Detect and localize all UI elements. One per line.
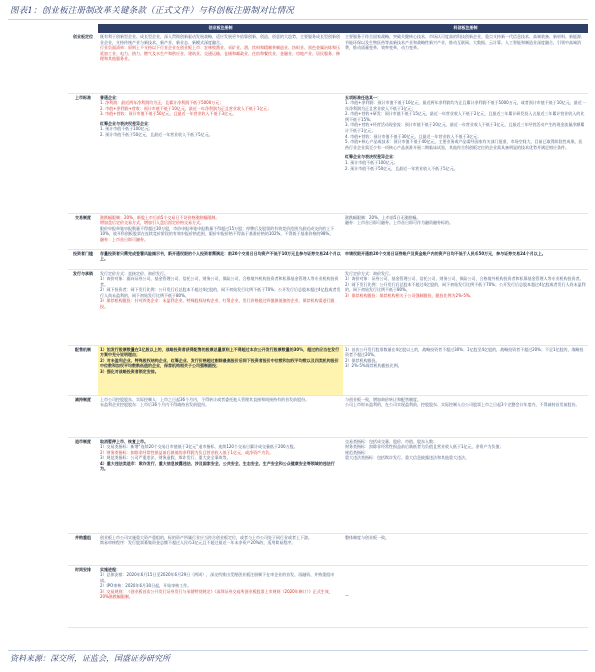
cell-text: 未盈利企业控股股东：上市后36个月内不得减持首发前股份。 — [100, 402, 210, 408]
cell-text: 涨跌幅限制：20%，新股上市后前5个交易日不设价格涨跌幅限制。 — [100, 214, 220, 220]
cell-text: 1. 预计市值不低于100亿元； — [345, 160, 398, 166]
chinext-cell — [98, 437, 343, 533]
cell-text: 1）询价对象：证券公司、基金管理公司、信托公司、财务公司、保险公司、合格境外机构投资者和私募基金管理人等专业机构投资者。 — [345, 276, 584, 282]
cell-text: 整体制度与创业板一致。 — [345, 534, 389, 540]
chinext-cell — [98, 249, 343, 269]
table-row — [68, 93, 588, 213]
cell-text: 2）网下发行比例：公开发行后总股本不超过4亿股的，网下初始发行比例不低于70%；公开发行后总股本超过4亿股或者发行人尚未盈利的，网下初始发行比例不低于80%。 — [345, 281, 586, 293]
source-divider — [8, 650, 588, 651]
cell-text: 规范类指标： — [345, 449, 369, 455]
table-row — [68, 345, 588, 395]
cell-text: 五项标准任选其一： — [345, 94, 381, 100]
chinext-cell — [98, 565, 343, 627]
cell-text: 增加盘后定价交易方式，增加引入盘后固定价格交易方式。 — [100, 220, 204, 226]
cell-text: 1）询价对象：面向证券公司、基金管理公司、信托公司、财务公司、保险公司、合格境外机构投资者和私募基金管理人等专业机构投资者。 — [100, 276, 339, 287]
row-label: 退市制度 — [68, 437, 98, 533]
table-row — [68, 213, 588, 249]
cell-text: 创业板上市公司实施重大资产重组的，标的资产所属行业应当符合创业板定位，或者与上市公司处于同行业或者上下游。 — [100, 534, 312, 540]
cell-text: 公司上市时未盈利的，在公司实现盈利前，控股股东、实际控制人自公司股票上市之日起3个完整会计年度内，不得减持首发前股份。 — [345, 402, 580, 408]
cell-text: 3. 市值+营收：预计市值不低于50亿元，且最近一年营业收入不低于3亿元。 — [100, 111, 237, 117]
cell-text: 交易类指标：包括成交量、股价、市值、股东人数； — [345, 438, 437, 444]
column-header-star: 科创板注册制 — [343, 24, 588, 33]
title-divider — [8, 19, 588, 20]
row-label: 上市标准 — [68, 93, 98, 213]
row-label: 交易制度 — [68, 213, 98, 249]
star-cell — [343, 533, 588, 565]
cell-text: 融券：上市首日即可融券。 — [100, 236, 148, 242]
cell-text: 3）保荐机构跟投：保荐机构相关子公司强制跟投，跟投比例为2%-5%。 — [345, 292, 474, 298]
row-label: 配售机制 — [68, 345, 98, 395]
header-corner — [68, 24, 98, 33]
star-cell — [343, 93, 588, 213]
cell-text: 1. 预计市值不低于100亿元； — [100, 126, 153, 132]
cell-text: 主要服务于符合国家战略、突破关键核心技术、市场认可度高的科技创新企业，重点支持新一代信息技术、高端装备、新材料、新能源、节能环保以及生物医药等高新技术产业和战略性新兴产业，推动互联网、大数据、云计算、人工智能和制造业深度融合，引领中高端消费，推动质量变革、效率变革、动力变革。 — [345, 34, 585, 51]
chinext-cell — [98, 269, 343, 345]
star-cell — [343, 249, 588, 269]
cell-text: 4. 市值+营收：预计市值不低于30亿元，且最近一年营业收入不低于3亿元； — [345, 133, 482, 139]
cell-text: 3）保荐机构跟投：针对四类企业：未盈利企业、特殊股权结构企业、红筹企业、发行价格超过四值孰低值的企业，保荐机构需进行跟投。 — [100, 298, 335, 310]
cell-text: 取消暂停上市、恢复上市。 — [100, 438, 148, 444]
cell-text: 1）总体安排：2020年6月15日至2020年6月29日（两周），深交所推出受理创业板注册制下在审企业的首发、再融资、并购重组申请。 — [100, 572, 335, 583]
table-row — [68, 33, 588, 93]
cell-text: 3）交易规则：《创业板首次公开发行证券发行与承销特别规定》《深圳证券交易所创业板股票上市规则（2020年修订）》正式生效，20%涨跌幅限制。 — [100, 588, 333, 600]
cell-text: 发行定价方式：直接定价、询价发行。 — [100, 270, 168, 276]
cell-text: 1）交易类指标：新增“连续20个交易日市值低于3亿元”退市指标，连续120个交易日累计成交量低于200万股。 — [100, 444, 298, 450]
cell-text: 限价申报单笔申报数量不得超过30万股，市价申报单笔申报数量不得超过15万股；停牌后及股票的有效竞价范围为最近成交价的上下10%，放开科创板股票在连续竞价阶段的有效申报价格范围，限价申报价格不得高于基准价格的102%，不得低于基准价格的98%。 — [100, 225, 335, 237]
table-row — [68, 533, 588, 565]
cell-text: 财务类指标：扣除非经常性损益前后孰低者为负值且营业收入低于1亿元，净资产为负值； — [345, 444, 504, 450]
cell-text: 与创业板一致，增加询价转让和配售制度。 — [345, 396, 421, 402]
chinext-cell — [98, 395, 343, 437]
table-row — [68, 249, 588, 269]
cell-text: 重大违法类指标：包括欺诈发行、重大信息披露违法和其他重大违法。 — [345, 455, 469, 461]
table-row — [68, 395, 588, 437]
cell-text: 红筹企业与表决权差异企业： — [345, 154, 397, 160]
cell-text: 1. 净利润：最近两年净利润均为正，且累计净利润不低于5000万元； — [100, 100, 224, 106]
cell-text: 既有利于创新型企业、成长型企业，深入贯彻创新驱动发展战略，适应发展更多依靠创新、创造、创意的大趋势，主要服务成长型创新创业企业，支持传统产业与新技术、新产业、新业态、新模式深度融合。 — [100, 34, 340, 45]
column-header-chinext: 创业板注册制 — [98, 24, 343, 33]
table-row — [68, 565, 588, 627]
star-cell — [343, 269, 588, 345]
cell-text: 3. 市值+营收+经营活动现金流：预计市值不低于20亿元，最近一年营业收入不低于3亿元，且最近三年经营活动产生的现金流量净额累计不低于1亿元； — [345, 122, 585, 134]
chinext-cell — [98, 345, 343, 395]
cell-text: 实施进程： — [100, 566, 120, 572]
table-row — [68, 437, 588, 533]
cell-text: 申请权限开通前20个交易日证券账户及资金账户内的资产日均不低于人民币50万元，参与证券交易24个月以上。 — [345, 250, 546, 256]
source-note: 资料来源：深交所，证监会，国盛证券研究所 — [10, 654, 170, 663]
chinext-cell — [98, 93, 343, 213]
cell-text: 4）重大违法类退市：欺诈发行、重大信息披露违法、涉及国家安全、公共安全、生态安全、生产安全和公众健康安全等领域的违法行为。 — [100, 460, 335, 472]
cell-text: 红筹企业与表决权差异企业： — [100, 120, 152, 126]
cell-text: 发行定价方式：询价发行。 — [345, 270, 393, 276]
table-row — [68, 269, 588, 345]
star-cell — [343, 345, 588, 395]
cell-text: 2）财务类指标：扣除非经常性损益前后孰低的净利润为负且营业收入低于1亿元，或净资产为负。 — [100, 449, 274, 455]
figure-title: 图表1：创业板注册制改革关键条款（正式文件）与科创板注册制对比情况 — [10, 6, 295, 16]
cell-text: 2）IPO审核：2020年6月30日起，开始审核工作。 — [100, 583, 192, 589]
row-label: 减持制度 — [68, 395, 98, 437]
cell-text: 普通企业： — [100, 94, 120, 100]
cell-text: 2）对未盈利企业、特殊股权结构企业、红筹企业、发行价格超过剔除最高报价后网下投资者报价中位数和加权平均数以及四类机构报价中位数和加权平均数孰低值的企业，保荐机构相关子公司强制跟投； — [100, 357, 339, 369]
cell-text: 2. 预计市值不低于50亿元，且最近一年营业收入不低于5亿元。 — [100, 132, 213, 138]
cell-text: 3）2%-5%保荐机构跟投比例。 — [345, 363, 402, 369]
cell-text: 2. 市值+营收+研发：预计市值不低于15亿元，最近一年营业收入不低于2亿元，且最近三年累计研发投入占最近三年累计营业收入的比例不低于15%； — [345, 111, 585, 122]
cell-text: — — [345, 593, 349, 599]
comparison-table — [68, 24, 588, 628]
star-cell — [343, 437, 588, 533]
cell-text: 涨跌幅限制：20%，上市前5日无涨跌幅。 — [345, 214, 421, 220]
star-cell — [343, 565, 588, 627]
chinext-cell — [98, 33, 343, 93]
cell-text: 2. 预计市值不低于50亿元，且最近一年营业收入不低于5亿元。 — [345, 165, 458, 171]
star-cell — [343, 33, 588, 93]
table-header-row — [68, 24, 588, 33]
cell-text: 2. 市值+净利润+营收：预计市值不低于10亿元，最近一年净利润为正且营业收入不低于1亿元； — [100, 105, 272, 111]
row-label: 投资者门槛 — [68, 249, 98, 269]
row-label: 时间安排 — [68, 565, 98, 627]
star-cell — [343, 395, 588, 437]
cell-text: 2）网下投资者：网下发行比例：公开发行后总股本不超过4亿股的，网下初始发行比例不低于70%；公开发行后总股本超过4亿股或者发行人尚未盈利的，网下初始发行比例不低于80%。 — [100, 287, 341, 298]
cell-text: 1）如发行股票数量在1亿股以上的，战略投资者获得配售的股票总量原则上不得超过本次公开发行股票数量的30%，超过的应当在发行方案中充分说明理由； — [100, 346, 340, 358]
row-label: 并购重组 — [68, 533, 98, 565]
cell-text: 融券：上市首日即可融券。上市首日即可作为融资融券标的。 — [345, 220, 453, 226]
chinext-cell — [98, 213, 343, 249]
chinext-cell — [98, 533, 343, 565]
cell-text: 2）保荐机构跟投。 — [345, 357, 380, 363]
row-label: 创业板定位 — [68, 33, 98, 93]
cell-text: 1）首次公开发行股票数量在4亿股以上的，战略投资者不超过30%；1亿股至4亿股的，战略投资者不超过20%；不足1亿股的，战略投资者不超过20%。 — [345, 346, 584, 358]
cell-text: 上市公司控股股东、实际控制人：上市之日起36个月内，不得转让或者委托他人管理其直接和间接持有的首发前股份。 — [100, 396, 310, 402]
cell-text: 简易审核程序：发行股票募集资金总额不超过人民币3亿元且不超过最近一年末净资产20%的，适用简易程序。 — [100, 540, 296, 546]
row-label: 发行与承销 — [68, 269, 98, 345]
cell-text: 行业负面清单：原则上不支持以下行业企业在创业板上市：农林牧渔业、采矿业、酒、饮料和精制茶制造业、纺织业、黑色金属冶炼和压延加工业、电力、热力、燃气及水生产和供应业、建筑业、交通运输、仓储和邮政业、住宿和餐饮业、金融业、房地产业、居民服务、修理和其他服务业。 — [100, 45, 340, 62]
cell-text: 存量投资者只需完成签署风险揭示书，新开通权限的个人投资者需满足：前20个交易日日均资产不低于10万元且参与证券交易24个月以上。 — [100, 250, 341, 262]
star-cell — [343, 213, 588, 249]
cell-text: 5. 市值+核心产品或技术：预计市值不低于40亿元，主要业务或产品需经国家有关部门批准，市场空间大，目前已取得阶段性成果。医药行业企业需至少有一项核心产品获准开展二期临床试验，其他符合科创板定位的企业需具备明显的技术优势并满足相应条件。 — [345, 139, 583, 150]
cell-text: 1. 市值+净利润：预计市值不低于10亿元，最近两年净利润均为正且累计净利润不低于5000万元，或者预计市值不低于10亿元，最近一年净利润为正且营业收入不低于1亿元； — [345, 100, 586, 111]
cell-text: 3）强化对战略投资者锁定安排。 — [100, 368, 159, 374]
cell-text: 3）规范类指标：公司严重违法、财务造假、欺诈发行、重大安全事故等。 — [100, 455, 231, 461]
